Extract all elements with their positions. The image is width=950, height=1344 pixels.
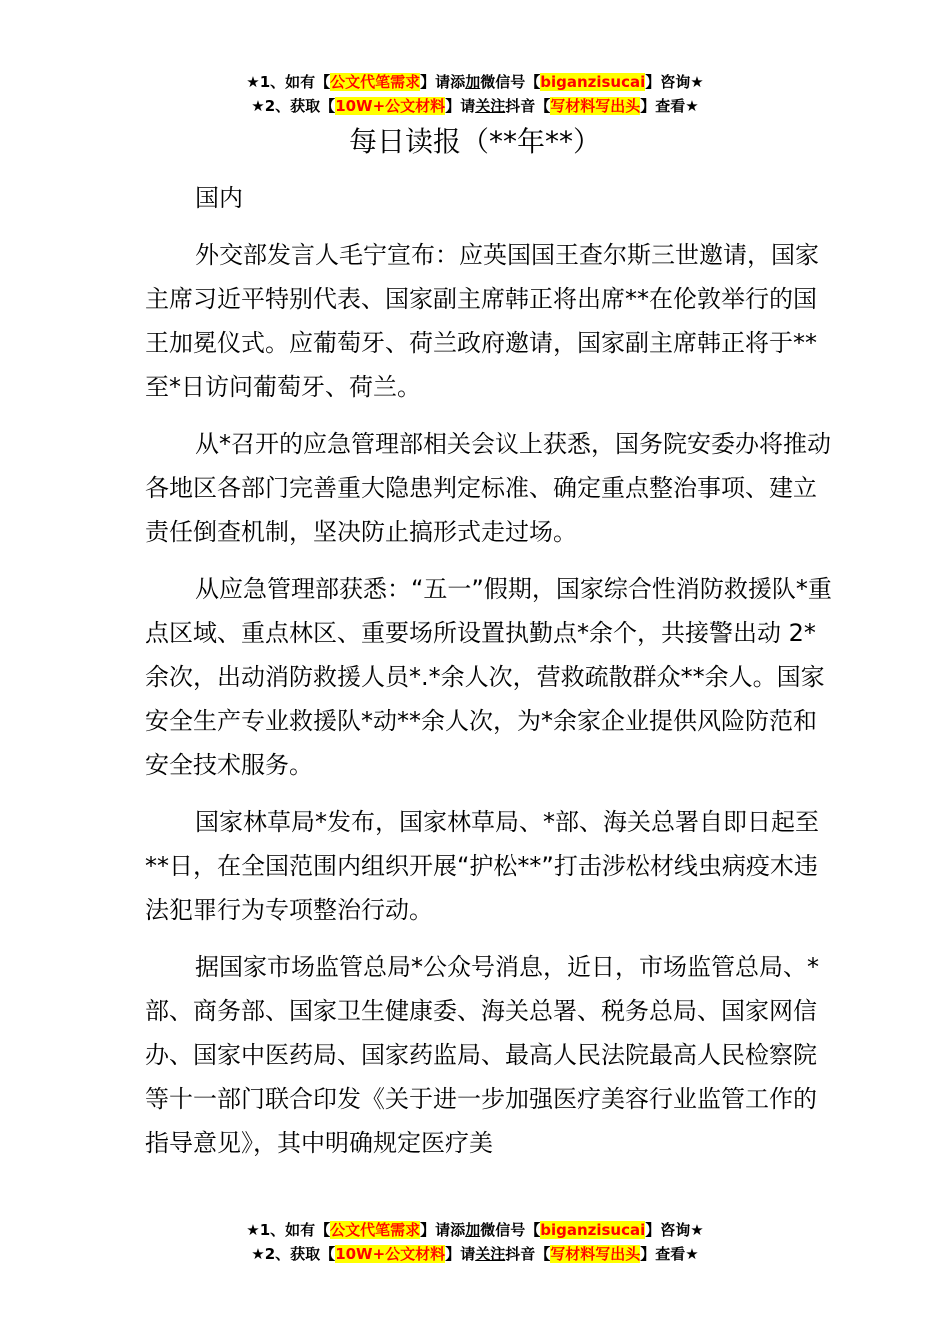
banner-line-2-underlined: 关注 — [475, 97, 506, 115]
banner-line-2-mid-1: 】请 — [445, 1245, 476, 1263]
banner-line-1-mid-2: 微信号【 — [480, 73, 541, 91]
banner-line-2-highlight-2: 写材料写出头 — [550, 97, 641, 115]
banner-line-2-suffix: 】查看★ — [640, 97, 699, 115]
document-body — [145, 176, 835, 1178]
banner-line-2-underlined: 关注 — [475, 1245, 506, 1263]
banner-line-1-mid-1: 】请添 — [420, 1221, 466, 1239]
banner-line-1-suffix: 】咨询★ — [645, 1221, 704, 1239]
banner-line-1-underlined: 加 — [465, 1221, 481, 1239]
banner-line-1-prefix: ★1、如有【 — [246, 73, 331, 91]
banner-line-2-prefix: ★2、获取【 — [251, 1245, 336, 1263]
paragraph: 据国家市场监管总局*公众号消息，近日，市场监管总局、*部、商务部、国家卫生健康委、海关总署、税务总局、国家网信办、国家中医药局、国家药监局、最高人民法院最高人民检察院等十一部门联合印发《关于进一步加强医疗美容行业监管工作的指导意见》，其中明确规定医疗美 — [145, 953, 819, 1157]
header-banner — [0, 70, 950, 118]
banner-line-1 — [0, 1218, 950, 1242]
banner-line-2-prefix: ★2、获取【 — [251, 97, 336, 115]
section-heading: 国内 — [195, 184, 243, 212]
document-title: 每日读报（**年**） — [348, 125, 601, 158]
banner-line-1-suffix: 】咨询★ — [645, 73, 704, 91]
banner-line-2-mid-1: 】请 — [445, 97, 476, 115]
banner-line-2-mid-2: 抖音【 — [505, 97, 551, 115]
banner-line-2 — [0, 1242, 950, 1266]
banner-line-2-highlight-1: 10W+公文材料 — [335, 1245, 446, 1263]
paragraph: 外交部发言人毛宁宣布：应英国国王查尔斯三世邀请，国家主席习近平特别代表、国家副主席韩正将出席**在伦敦举行的国王加冕仪式。应葡萄牙、荷兰政府邀请，国家副主席韩正将于**至*日访问葡萄牙、荷兰。 — [145, 241, 819, 401]
banner-line-1-highlight-1: 公文代笔需求 — [330, 1221, 421, 1239]
paragraph: 从应急管理部获悉：“五一”假期，国家综合性消防救援队*重点区域、重点林区、重要场所设置执勤点*余个，共接警出动 2*余次，出动消防救援人员*.*余人次，营救疏散群众**余人。国家安全生产专业救援队*动**余人次，为*余家企业提供风险防范和安全技术服务。 — [145, 575, 832, 779]
banner-line-1-highlight-1: 公文代笔需求 — [330, 73, 421, 91]
footer-banner — [0, 1218, 950, 1266]
banner-line-2-highlight-2: 写材料写出头 — [550, 1245, 641, 1263]
banner-line-2-mid-2: 抖音【 — [505, 1245, 551, 1263]
banner-line-2-suffix: 】查看★ — [640, 1245, 699, 1263]
banner-line-2-highlight-1: 10W+公文材料 — [335, 97, 446, 115]
banner-line-1-mid-1: 】请添 — [420, 73, 466, 91]
banner-line-2 — [0, 94, 950, 118]
paragraph: 国家林草局*发布，国家林草局、*部、海关总署自即日起至**日，在全国范围内组织开展“护松**”打击涉松材线虫病疫木违法犯罪行为专项整治行动。 — [145, 808, 819, 924]
banner-line-1 — [0, 70, 950, 94]
banner-line-1-underlined: 加 — [465, 73, 481, 91]
paragraph: 从*召开的应急管理部相关会议上获悉，国务院安委办将推动各地区各部门完善重大隐患判定标准、确定重点整治事项、建立责任倒查机制，坚决防止搞形式走过场。 — [145, 430, 831, 546]
banner-line-1-highlight-2: biganzisucai — [540, 73, 646, 91]
banner-line-1-mid-2: 微信号【 — [480, 1221, 541, 1239]
banner-line-1-highlight-2: biganzisucai — [540, 1221, 646, 1239]
banner-line-1-prefix: ★1、如有【 — [246, 1221, 331, 1239]
